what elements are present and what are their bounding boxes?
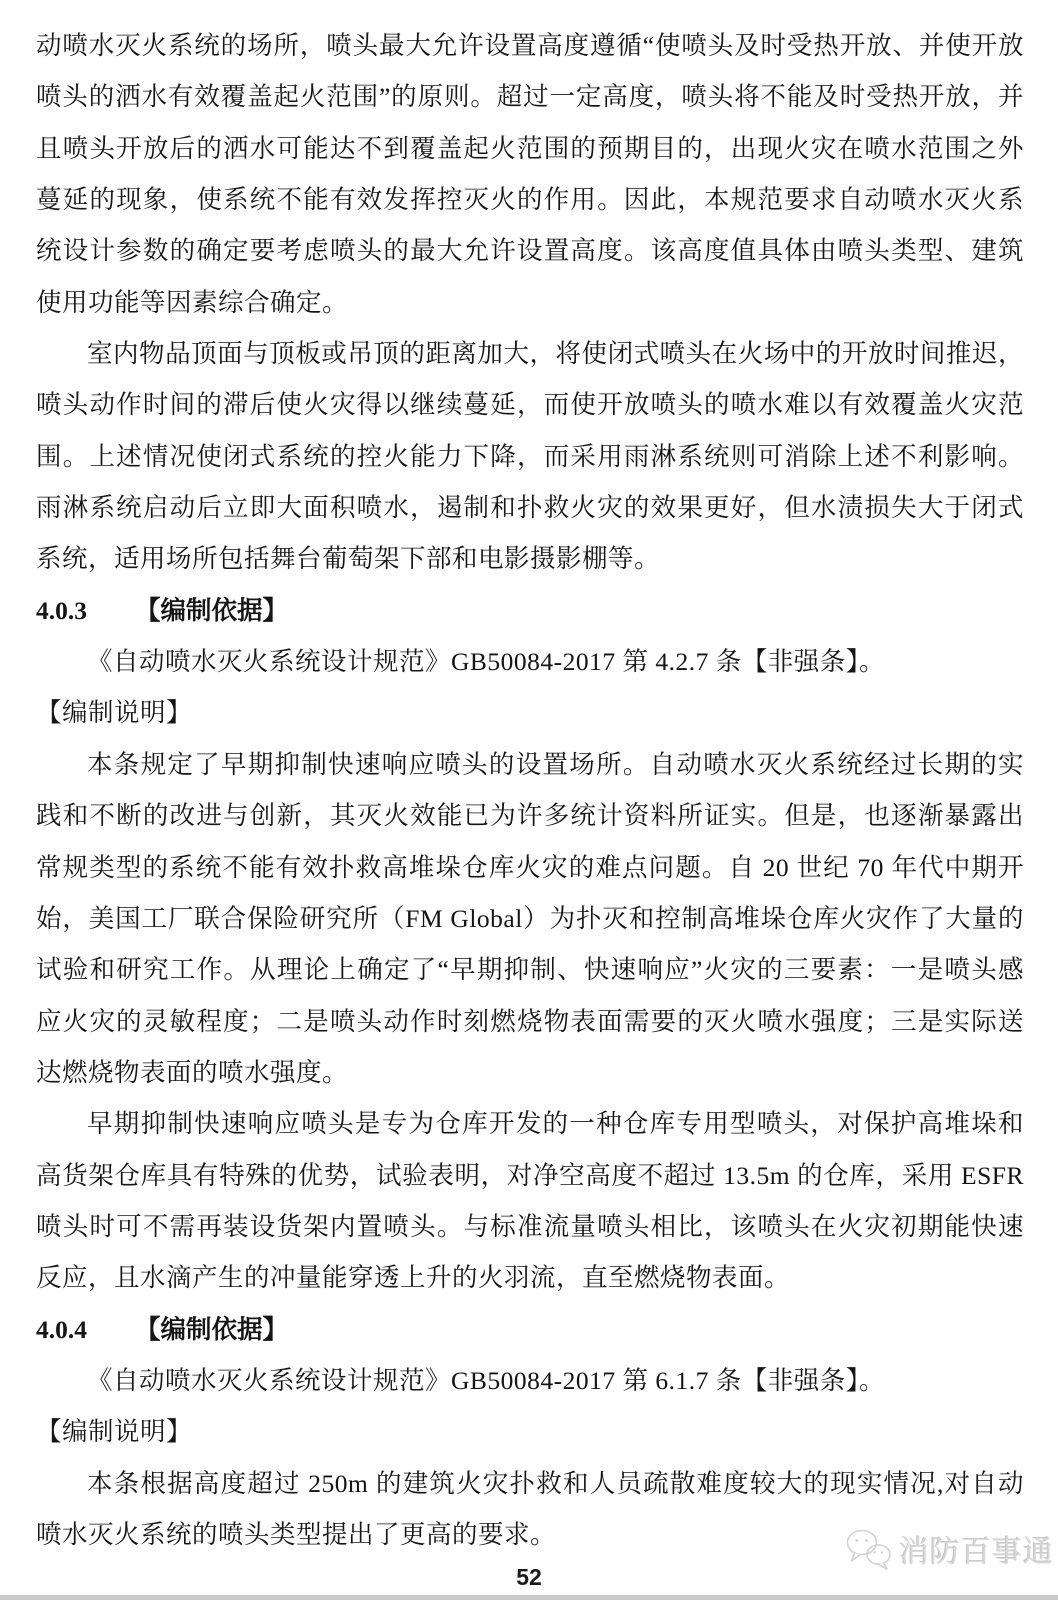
text-line: 本条规定了早期抑制快速响应喷头的设置场所。自动喷水灭火系统经过长期的实: [87, 749, 1024, 779]
text-line: 高货架仓库具有特殊的优势，试验表明，对净空高度不超过 13.5m 的仓库，采用 ESFR: [36, 1160, 1024, 1190]
text-line: 系统，适用场所包括舞台葡萄架下部和电影摄影棚等。: [36, 544, 661, 574]
watermark: [845, 1527, 1054, 1571]
text-line: 本条根据高度超过 250m 的建筑火灾扑救和人员疏散难度较大的现实情况,对自动: [87, 1468, 1024, 1498]
section-number: 4.0.4: [36, 1314, 87, 1344]
text-line: 反应，且水滴产生的冲量能穿透上升的火羽流，直至燃烧物表面。: [36, 1263, 791, 1293]
text-line: 统设计参数的确定要考虑喷头的最大允许设置高度。该高度值具体由喷头类型、建筑: [36, 236, 1024, 266]
text-line: 蔓延的现象，使系统不能有效发挥控灭火的作用。因此，本规范要求自动喷水灭火系: [36, 185, 1024, 215]
text-line: 试验和研究工作。从理论上确定了“早期抑制、快速响应”火灾的三要素：一是喷头感: [36, 955, 1024, 985]
text-line: 始，美国工厂联合保险研究所（FM Global）为扑灭和控制高堆垛仓库火灾作了大量的: [36, 903, 1024, 933]
text-line: 喷头的洒水有效覆盖起火范围”的原则。超过一定高度，喷头将不能及时受热开放，并: [36, 82, 1024, 112]
section-label: 【编制依据】: [135, 1314, 289, 1344]
text-line: 达燃烧物表面的喷水强度。: [36, 1057, 349, 1087]
text-line: 《自动喷水灭火系统设计规范》GB50084-2017 第 4.2.7 条【非强条】。: [87, 647, 886, 677]
text-line: 且喷头开放后的洒水可能达不到覆盖起火范围的预期目的，出现火灾在喷水范围之外: [36, 133, 1024, 163]
section-heading: [36, 1304, 1024, 1355]
document-body: [36, 20, 1024, 1560]
text-line: 《自动喷水灭火系统设计规范》GB50084-2017 第 6.1.7 条【非强条】。: [87, 1365, 886, 1395]
text-line: 喷头时可不需再装设货架内置喷头。与标准流量喷头相比，该喷头在火灾初期能快速: [36, 1211, 1024, 1241]
text-line: 应火灾的灵敏程度；二是喷头动作时刻燃烧物表面需要的灭火喷水强度；三是实际送: [36, 1006, 1024, 1036]
text-line: 动喷水灭火系统的场所，喷头最大允许设置高度遵循“使喷头及时受热开放、并使开放: [36, 31, 1024, 60]
text-line: 【编制说明】: [36, 1417, 193, 1447]
text-line: 早期抑制快速响应喷头是专为仓库开发的一种仓库专用型喷头，对保护高堆垛和: [87, 1109, 1024, 1139]
text-line: 喷水灭火系统的喷头类型提出了更高的要求。: [36, 1519, 557, 1549]
section-label: 【编制依据】: [135, 595, 289, 625]
watermark-text: 消防百事通: [899, 1536, 1054, 1569]
page-number: 52: [516, 1564, 542, 1590]
text-line: 践和不断的改进与创新，其灭火效能已为许多统计资料所证实。但是，也逐渐暴露出: [36, 801, 1024, 831]
text-line: 使用功能等因素综合确定。: [36, 287, 349, 317]
section-heading: [36, 585, 1024, 636]
text-line: 常规类型的系统不能有效扑救高堆垛仓库火灾的难点问题。自 20 世纪 70 年代中期开: [36, 852, 1024, 882]
text-line: 喷头动作时间的滞后使火灾得以继续蔓延，而使开放喷头的喷水难以有效覆盖火灾范: [36, 390, 1024, 420]
text-line: 【编制说明】: [36, 698, 193, 728]
text-line: 雨淋系统启动后立即大面积喷水，遏制和扑救火灾的效果更好，但水渍损失大于闭式: [36, 493, 1024, 523]
wechat-icon: [845, 1528, 892, 1570]
scan-edge: [0, 1595, 1058, 1600]
text-line: 室内物品顶面与顶板或吊顶的距离加大，将使闭式喷头在火场中的开放时间推迟，: [87, 339, 1024, 369]
section-number: 4.0.3: [36, 595, 87, 625]
text-line: 围。上述情况使闭式系统的控火能力下降，而采用雨淋系统则可消除上述不利影响。: [36, 441, 1024, 471]
